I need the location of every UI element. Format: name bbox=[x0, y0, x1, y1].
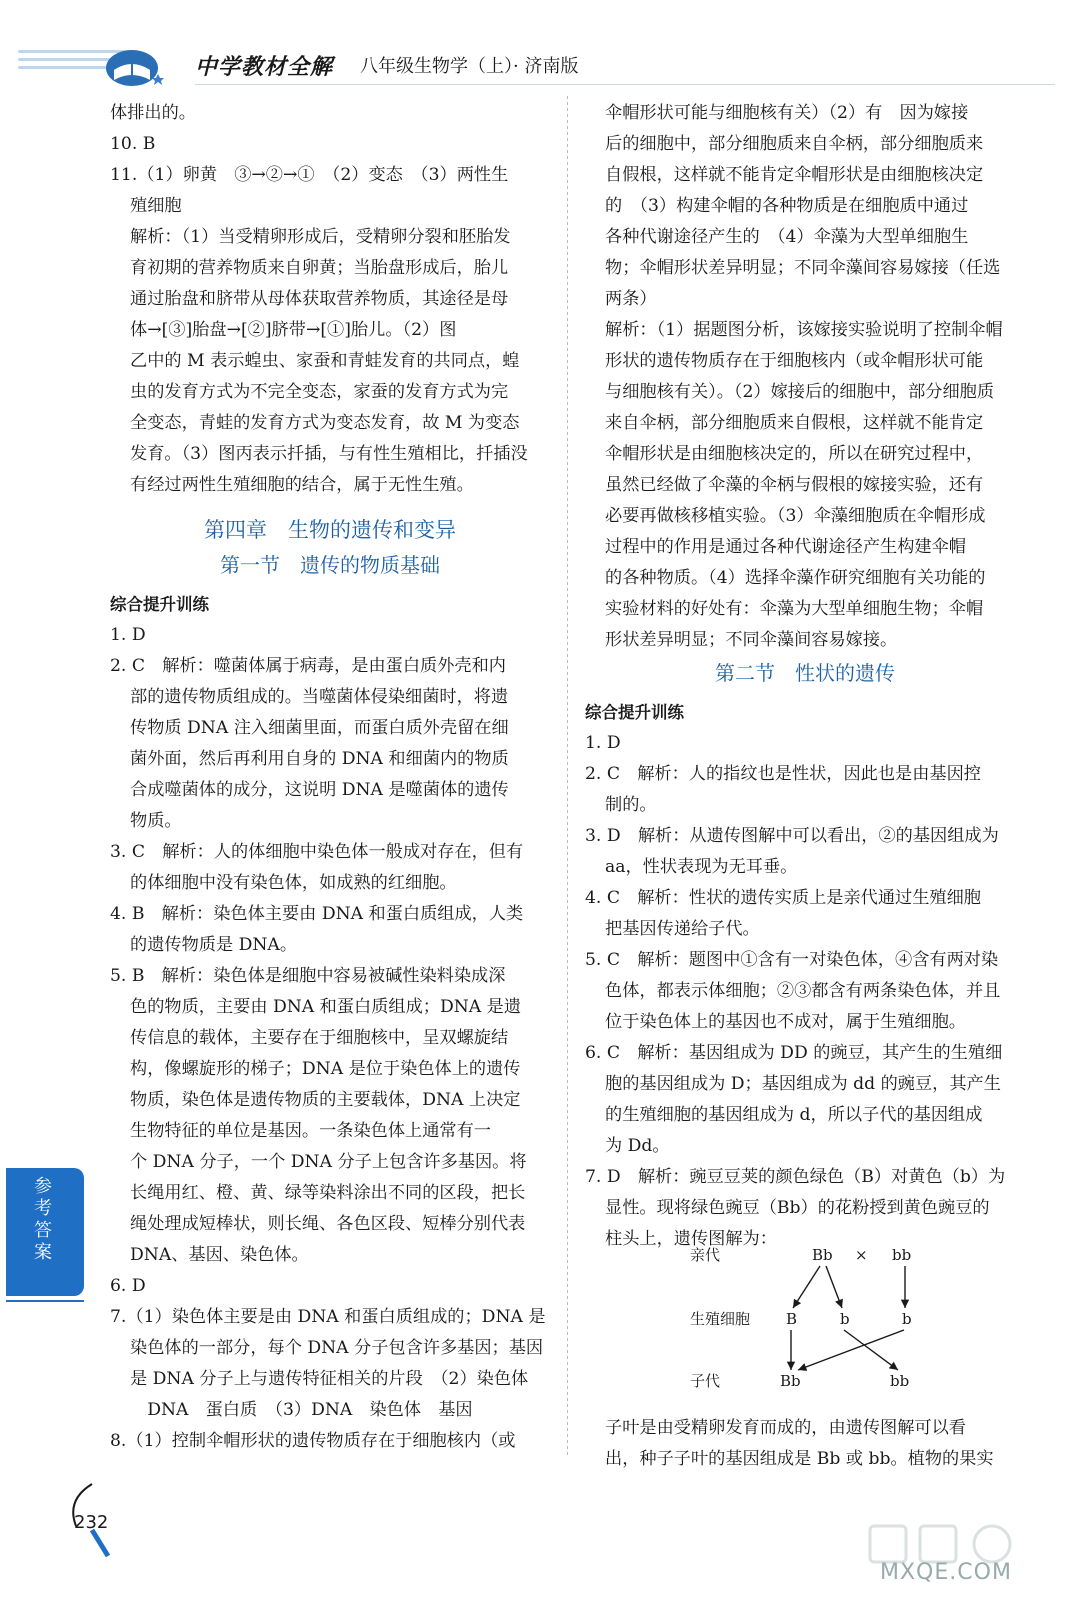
text-line: 实验材料的好处有：伞藻为大型单细胞生物；伞帽 bbox=[605, 599, 984, 619]
text-line: 柱头上，遗传图解为： bbox=[605, 1229, 777, 1249]
genetic-cross-diagram bbox=[680, 1240, 940, 1398]
text-line: 伞帽形状可能与细胞核有关）（2）有 因为嫁接 bbox=[605, 103, 969, 123]
text-line: 色的物质，主要由 DNA 和蛋白质组成；DNA 是遗 bbox=[130, 997, 522, 1017]
text-line: 殖细胞 bbox=[130, 196, 182, 216]
text-line: 构，像螺旋形的梯子；DNA 是位于染色体上的遗传 bbox=[130, 1059, 521, 1079]
parent-genotype-1: Bb bbox=[812, 1246, 833, 1264]
text-line: 个 DNA 分子，一个 DNA 分子上包含许多基因。将 bbox=[130, 1152, 527, 1172]
text-line: aa，性状表现为无耳垂。 bbox=[605, 857, 798, 877]
text-line: 必要再做核移植实验。（3）伞藻细胞质在伞帽形成 bbox=[605, 506, 986, 526]
text-line: 伞帽形状是由细胞核决定的，所以在研究过程中， bbox=[605, 444, 984, 464]
text-line: DNA 蛋白质 （3）DNA 染色体 基因 bbox=[130, 1400, 473, 1420]
offspring-label: 子代 bbox=[690, 1372, 721, 1390]
text-line: 后的细胞中，部分细胞质来自伞柄，部分细胞质来 bbox=[605, 134, 984, 154]
offspring-genotype-1: Bb bbox=[780, 1372, 801, 1390]
text-line: 部的遗传物质组成的。当噬菌体侵染细菌时，将遗 bbox=[130, 687, 509, 707]
text-line: 虽然已经做了伞藻的伞柄与假根的嫁接实验，还有 bbox=[605, 475, 984, 495]
side-tab-label: 参考答案 bbox=[31, 1176, 52, 1264]
text-line: 的各种物质。（4）选择伞藻作研究细胞有关功能的 bbox=[605, 568, 986, 588]
text-line: 出，种子子叶的基因组成是 Bb 或 bb。植物的果实 bbox=[605, 1449, 994, 1469]
text-line: 生物特征的单位是基因。一条染色体上通常有一 bbox=[130, 1121, 491, 1141]
text-line: 物质。 bbox=[130, 811, 182, 831]
gamete-2: b bbox=[840, 1310, 850, 1328]
text-line: 各种代谢途径产生的 （4）伞藻为大型单细胞生 bbox=[605, 227, 969, 247]
text-line: 子叶是由受精卵发育而成的，由遗传图解可以看 bbox=[605, 1418, 966, 1438]
text-line: 传信息的载体，主要存在于细胞核中，呈双螺旋结 bbox=[130, 1028, 509, 1048]
cross-symbol: × bbox=[855, 1246, 868, 1264]
text-line: 把基因传递给子代。 bbox=[605, 919, 760, 939]
text-line: 虫的发育方式为不完全变态，家蚕的发育方式为完 bbox=[130, 382, 509, 402]
answer-item: 1. D bbox=[110, 625, 146, 645]
book-logo-icon bbox=[100, 40, 170, 90]
answer-item: 3. C 解析：人的体细胞中染色体一般成对存在，但有 bbox=[110, 842, 524, 862]
text-line: 的 （3）构建伞帽的各种物质是在细胞质中通过 bbox=[605, 196, 969, 216]
training-heading: 综合提升训练 bbox=[110, 595, 209, 614]
answer-item: 2. C 解析：人的指纹也是性状，因此也是由基因控 bbox=[585, 764, 981, 784]
text-line: 位于染色体上的基因也不成对，属于生殖细胞。 bbox=[605, 1012, 966, 1032]
section-heading: 第二节 性状的遗传 bbox=[715, 661, 895, 685]
text-line: 自假根，这样就不能肯定伞帽形状是由细胞核决定 bbox=[605, 165, 984, 185]
text-line: 为 Dd。 bbox=[605, 1136, 670, 1156]
header-rule bbox=[195, 84, 1055, 85]
text-line: 乙中的 M 表示蝗虫、家蚕和青蛙发育的共同点，蝗 bbox=[130, 351, 520, 371]
answer-item: 11.（1）卵黄 ③→②→① （2）变态 （3）两性生 bbox=[110, 165, 509, 185]
offspring-genotype-2: bb bbox=[890, 1372, 910, 1390]
text-line: 过程中的作用是通过各种代谢途径产生构建伞帽 bbox=[605, 537, 966, 557]
text-line: 体排出的。 bbox=[110, 103, 196, 123]
text-line: 与细胞核有关）。（2）嫁接后的细胞中，部分细胞质 bbox=[605, 382, 995, 402]
text-line: 有经过两性生殖细胞的结合，属于无性生殖。 bbox=[130, 475, 474, 495]
text-line: 来自伞柄，部分细胞质来自假根，这样就不能肯定 bbox=[605, 413, 984, 433]
answer-item: 1. D bbox=[585, 733, 621, 753]
text-line: 染色体的一部分，每个 DNA 分子包含许多基因；基因 bbox=[130, 1338, 544, 1358]
side-tab bbox=[6, 1168, 84, 1296]
answer-item: 6. D bbox=[110, 1276, 146, 1296]
text-line: 的遗传物质是 DNA。 bbox=[130, 935, 298, 955]
text-line: 形状的遗传物质存在于细胞核内（或伞帽形状可能 bbox=[605, 351, 984, 371]
answer-item: 8.（1）控制伞帽形状的遗传物质存在于细胞核内（或 bbox=[110, 1431, 516, 1451]
gamete-3: b bbox=[902, 1310, 912, 1328]
analysis-line: 解析：（1）当受精卵形成后，受精卵分裂和胚胎发 bbox=[130, 227, 511, 247]
parent-generation-label: 亲代 bbox=[690, 1246, 721, 1264]
answer-item: 5. B 解析：染色体是细胞中容易被碱性染料染成深 bbox=[110, 966, 506, 986]
section-heading: 第一节 遗传的物质基础 bbox=[220, 553, 440, 577]
text-line: 发育。（3）图丙表示扦插，与有性生殖相比，扦插没 bbox=[130, 444, 528, 464]
text-line: DNA、基因、染色体。 bbox=[130, 1245, 309, 1265]
page-number: 232 bbox=[74, 1512, 109, 1533]
text-line: 形状差异明显；不同伞藻间容易嫁接。 bbox=[605, 630, 898, 650]
text-line: 全变态，青蛙的发育方式为变态发育，故 M 为变态 bbox=[130, 413, 520, 433]
page-header bbox=[0, 0, 1070, 100]
text-line: 育初期的营养物质来自卵黄；当胎盘形成后，胎儿 bbox=[130, 258, 509, 278]
text-line: 传物质 DNA 注入细菌里面，而蛋白质外壳留在细 bbox=[130, 718, 509, 738]
text-line: 合成噬菌体的成分，这说明 DNA 是噬菌体的遗传 bbox=[130, 780, 509, 800]
answer-item: 6. C 解析：基因组成为 DD 的豌豆，其产生的生殖细 bbox=[585, 1043, 1003, 1063]
side-tab-line bbox=[6, 1300, 84, 1302]
analysis-line: 解析：（1）据题图分析，该嫁接实验说明了控制伞帽 bbox=[605, 320, 1003, 340]
text-line: 物质，染色体是遗传物质的主要载体，DNA 上决定 bbox=[130, 1090, 521, 1110]
text-line: 显性。现将绿色豌豆（Bb）的花粉授到黄色豌豆的 bbox=[605, 1198, 990, 1218]
answer-item: 3. D 解析：从遗传图解中可以看出，②的基因组成为 bbox=[585, 826, 999, 846]
text-line: 菌外面，然后再利用自身的 DNA 和细菌内的物质 bbox=[130, 749, 509, 769]
text-line: 色体，都表示体细胞；②③都含有两条染色体，并且 bbox=[605, 981, 1001, 1001]
text-line: 制的。 bbox=[605, 795, 657, 815]
column-divider bbox=[567, 96, 568, 1456]
answer-item: 7.（1）染色体主要是由 DNA 和蛋白质组成的；DNA 是 bbox=[110, 1307, 546, 1327]
text-line: 胞的基因组成为 D；基因组成为 dd 的豌豆，其产生 bbox=[605, 1074, 1001, 1094]
text-line: 的体细胞中没有染色体，如成熟的红细胞。 bbox=[130, 873, 457, 893]
text-line: 物；伞帽形状差异明显；不同伞藻间容易嫁接（任选 bbox=[605, 258, 1001, 278]
text-line: 是 DNA 分子上与遗传特征相关的片段 （2）染色体 bbox=[130, 1369, 529, 1389]
book-title: 中学教材全解 bbox=[195, 54, 334, 80]
answer-item: 5. C 解析：题图中①含有一对染色体，④含有两对染 bbox=[585, 950, 999, 970]
text-line: 长绳用红、橙、黄、绿等染料涂出不同的区段，把长 bbox=[130, 1183, 526, 1203]
text-line: 通过胎盘和脐带从母体获取营养物质，其途径是母 bbox=[130, 289, 509, 309]
left-column bbox=[110, 98, 550, 1457]
answer-item: 7. D 解析：豌豆豆荚的颜色绿色（B）对黄色（b）为 bbox=[585, 1167, 1006, 1187]
answer-item: 2. C 解析：噬菌体属于病毒，是由蛋白质外壳和内 bbox=[110, 656, 506, 676]
training-heading: 综合提升训练 bbox=[585, 703, 684, 722]
parent-genotype-2: bb bbox=[892, 1246, 912, 1264]
text-line: 的生殖细胞的基因组成为 d，所以子代的基因组成 bbox=[605, 1105, 983, 1125]
answer-item: 10. B bbox=[110, 134, 156, 154]
watermark-text: MXQE.COM bbox=[880, 1560, 1012, 1585]
gamete-label: 生殖细胞 bbox=[690, 1310, 751, 1328]
text-line: 体→[③]胎盘→[②]脐带→[①]胎儿。（2）图 bbox=[130, 320, 457, 340]
answer-item: 4. B 解析：染色体主要由 DNA 和蛋白质组成，人类 bbox=[110, 904, 524, 924]
chapter-heading: 第四章 生物的遗传和变异 bbox=[204, 518, 456, 542]
answer-item: 4. C 解析：性状的遗传实质上是亲代通过生殖细胞 bbox=[585, 888, 981, 908]
gamete-1: B bbox=[786, 1310, 798, 1328]
text-line: 绳处理成短棒状，则长绳、各色区段、短棒分别代表 bbox=[130, 1214, 526, 1234]
text-line: 两条） bbox=[605, 289, 657, 309]
book-subtitle: 八年级生物学（上）· 济南版 bbox=[360, 56, 579, 77]
